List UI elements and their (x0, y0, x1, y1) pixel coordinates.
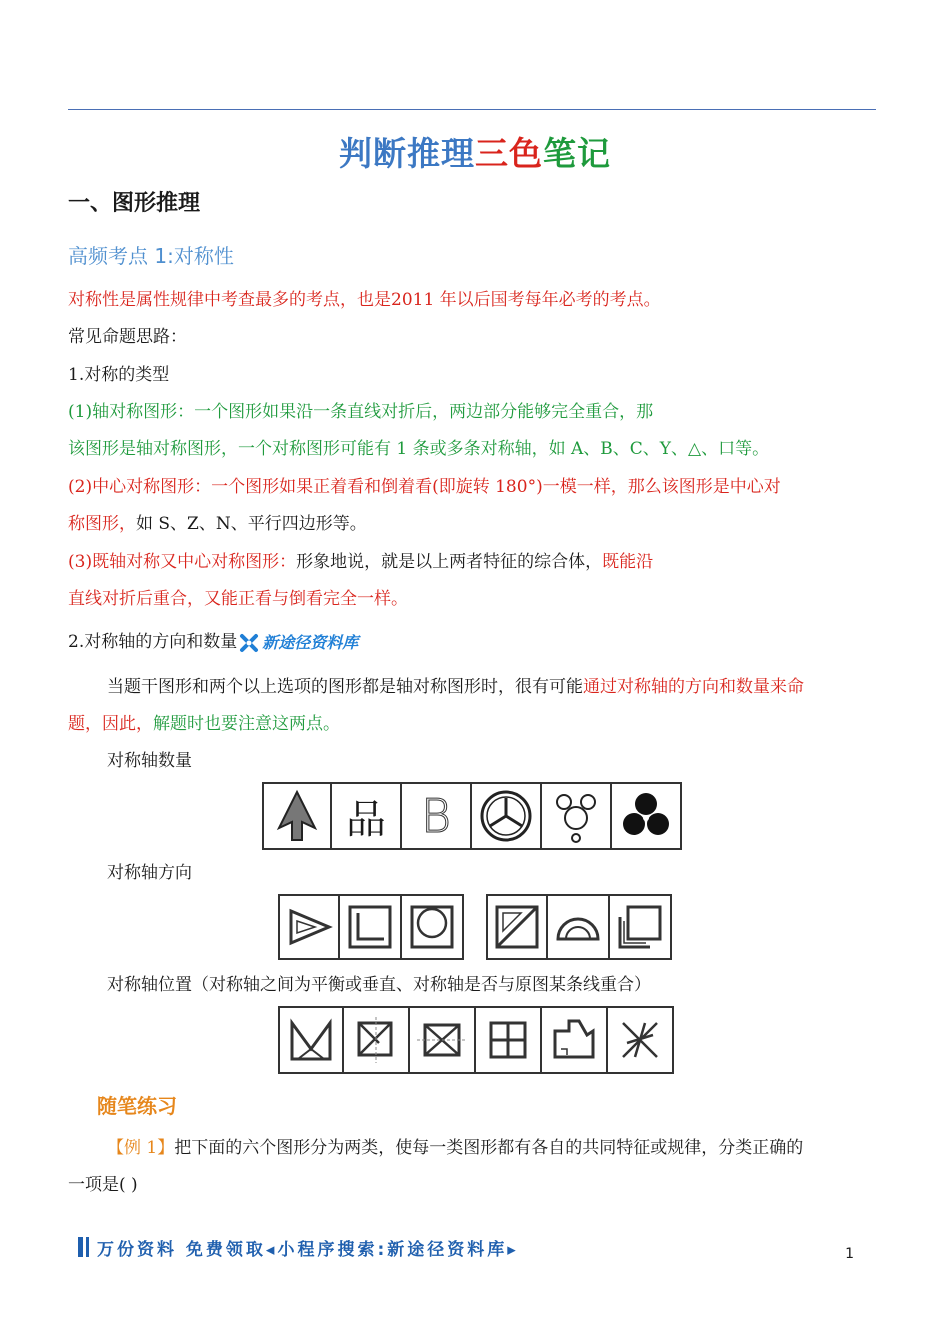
item1-title: 1.对称的类型 (68, 365, 170, 385)
example-text: 把下面的六个图形分为两类，使每一类图形都有各自的共同特征或规律，分类正确的 (174, 1138, 804, 1158)
para-line-1-red: 通过对称轴的方向和数量来命 (583, 677, 804, 697)
figure-row-position (278, 1006, 674, 1074)
figure-diagonal-square (486, 894, 548, 960)
item4-title-row (68, 630, 358, 655)
item3-line-a-red: (3)既轴对称又中心对称图形： (68, 552, 297, 572)
figure-clover (612, 782, 682, 850)
figure-square-circle (402, 894, 464, 960)
page-title (0, 128, 950, 175)
figure-m-shape (278, 1006, 344, 1074)
figure-window (476, 1006, 542, 1074)
para-line-1 (107, 675, 804, 699)
para-line-2 (68, 712, 340, 736)
header-rule (68, 109, 876, 110)
item2-line-b-red: 称图形， (68, 514, 136, 534)
figure-pin-char (332, 782, 402, 850)
footer-text: 万份资料 免费领取◂小程序搜索:新途径资料库▸ (97, 1239, 519, 1260)
glyph-b: B (420, 789, 452, 843)
logo-icon (239, 633, 259, 653)
example-line-1 (107, 1136, 803, 1160)
footer-bar-icon-2 (86, 1237, 89, 1257)
glyph-pin: 品 (346, 796, 386, 843)
page-number: 1 (845, 1246, 854, 1262)
item2-line-a: (2)中心对称图形：一个图形如果正着看和倒着看(即旋转 180°)一模一样，那么该图形是中心对 (68, 477, 781, 497)
watermark-logo (239, 631, 358, 655)
label-axis-count: 对称轴数量 (107, 751, 192, 771)
para-line-2-green: 解题时也要注意这两点。 (153, 714, 340, 734)
figure-wheel (472, 782, 542, 850)
title-part-green: 笔记 (543, 134, 611, 173)
figure-cross-square (344, 1006, 410, 1074)
subsection-heading: 高频考点 1:对称性 (68, 244, 234, 268)
figure-row-direction-a (278, 894, 464, 960)
item3-line-a-red2: 既能沿 (602, 552, 654, 572)
figure-row-direction-b (486, 894, 672, 960)
figure-b-char (402, 782, 472, 850)
figure-tree (262, 782, 332, 850)
figure-notched-shape (542, 1006, 608, 1074)
item1-line-b (68, 437, 769, 461)
figure-row-count (262, 782, 682, 850)
figure-circles (542, 782, 612, 850)
figure-overlap-squares (610, 894, 672, 960)
example-tag: 【例 1】 (107, 1138, 175, 1158)
intro-text: 对称性是属性规律中考查最多的考点，也是2011 年以后国考每年必考的考点。 (68, 290, 661, 310)
para-line-2-red: 题，因此， (68, 714, 153, 734)
item3-line-a-black: 形象地说，就是以上两者特征的综合体， (296, 552, 603, 572)
footer-bar-icon (78, 1237, 83, 1257)
example-line-2: 一项是( ) (68, 1175, 138, 1195)
logo-text: 新途径资料库 (262, 632, 359, 652)
figure-star-lines (608, 1006, 674, 1074)
title-part-blue: 判断推理 (339, 134, 475, 173)
section-heading: 一、图形推理 (68, 191, 201, 216)
label-axis-direction: 对称轴方向 (107, 863, 192, 883)
item1-line-b-text: 该图形是轴对称图形，一个对称图形可能有 1 条或多条对称轴，如 A、B、C、Y、△、口等。 (68, 439, 770, 459)
item2-line-b-black: 如 S、Z、N、平行四边形等。 (136, 514, 367, 534)
title-part-red: 三色 (475, 134, 543, 173)
practice-heading: 随笔练习 (97, 1094, 177, 1118)
figure-square-corner (340, 894, 402, 960)
figure-bowtie (410, 1006, 476, 1074)
para-line-1-black: 当题干图形和两个以上选项的图形都是轴对称图形时，很有可能 (107, 677, 583, 697)
item2-line-b (68, 512, 367, 536)
footer-banner (78, 1234, 519, 1260)
item3-line-a (68, 550, 653, 574)
figure-semicircle (548, 894, 610, 960)
item3-line-b: 直线对折后重合，又能正看与倒看完全一样。 (68, 589, 408, 609)
figure-triangle (278, 894, 340, 960)
item1-line-a: (1)轴对称图形：一个图形如果沿一条直线对折后，两边部分能够完全重合，那 (68, 402, 654, 422)
common-ideas-label: 常见命题思路： (68, 327, 187, 347)
item4-title: 2.对称轴的方向和数量 (68, 632, 238, 652)
label-axis-position: 对称轴位置（对称轴之间为平衡或垂直、对称轴是否与原图某条线重合） (107, 975, 651, 995)
